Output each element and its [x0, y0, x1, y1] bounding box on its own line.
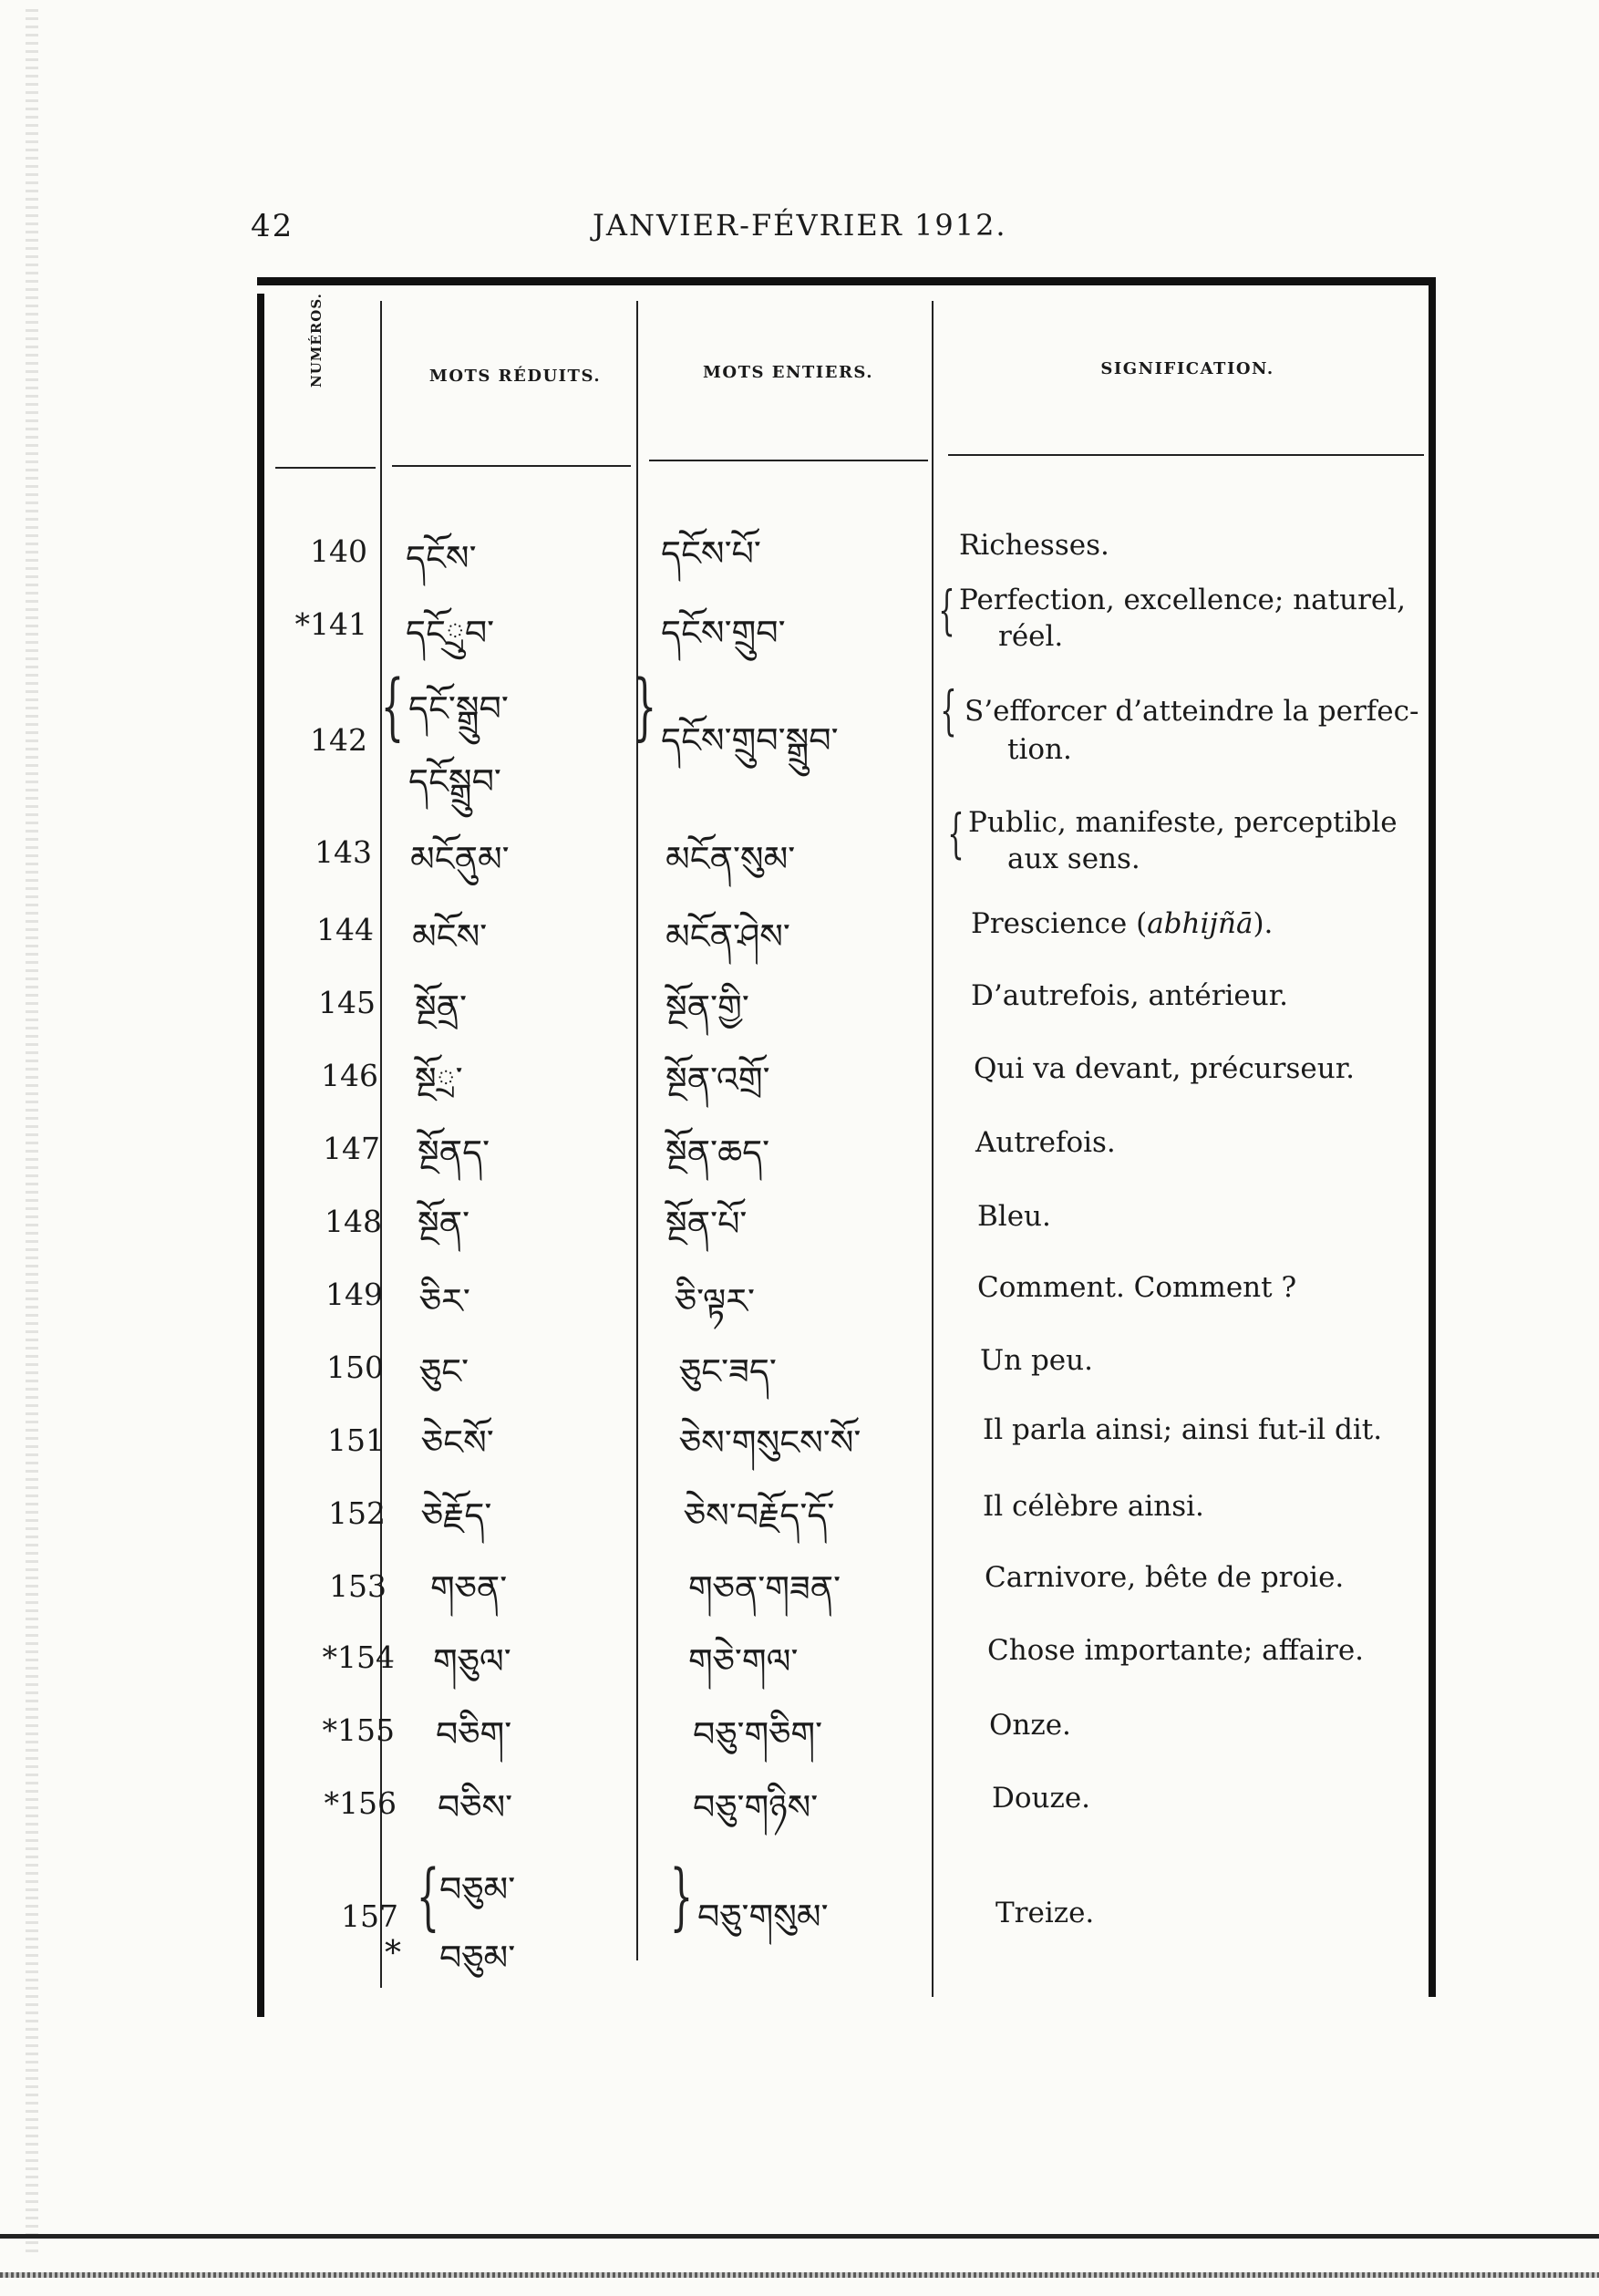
- row-number: 143: [315, 834, 372, 870]
- page-title: JANVIER-FÉVRIER 1912.: [593, 208, 1007, 243]
- row-number: 142: [310, 722, 367, 758]
- mot-entier: སྔོན་འགྲོ་: [665, 1060, 770, 1100]
- mot-entier: བཅུ་གཉིས་: [693, 1787, 819, 1827]
- mot-reduit: བཅིས་: [438, 1787, 513, 1827]
- row-number: 147: [323, 1131, 380, 1166]
- signification: Prescience (abhijñā).: [971, 907, 1274, 940]
- mot-entier: དངོས་གྲུབ་: [661, 613, 786, 653]
- row-number: *154: [322, 1639, 395, 1675]
- row-number: 152: [328, 1495, 386, 1531]
- mot-entier: མངོན་ཤེས་: [665, 916, 790, 957]
- mot-reduit: གཅན་: [430, 1568, 508, 1608]
- signification-line-1: Perfection, excellence; naturel,: [959, 584, 1407, 616]
- mot-entier: གཅེ་གལ་: [688, 1641, 799, 1681]
- page-edge: [26, 9, 38, 2252]
- row-number: 148: [325, 1204, 382, 1239]
- signification: Treize.: [996, 1897, 1095, 1929]
- mot-reduit: གཅུལ་: [433, 1641, 511, 1681]
- row-number: 144: [316, 912, 374, 947]
- mot-reduit: སྔོན་: [418, 1204, 470, 1244]
- mot-reduit-1: དངོ་སྒྲུབ་: [408, 688, 509, 729]
- brace: {: [380, 664, 405, 749]
- signification-line-2: réel.: [998, 620, 1064, 653]
- signification: Richesses.: [959, 529, 1109, 562]
- mot-reduit: མངོས་: [412, 916, 488, 957]
- column-divider-2: [636, 301, 638, 1960]
- header-signification: SIGNIFICATION.: [1100, 359, 1274, 378]
- mot-reduit: སྔོནད་: [418, 1132, 490, 1173]
- mot-reduit-2: བཅུམ་: [439, 1938, 516, 1978]
- mot-entier: ཅི་ལྟར་: [675, 1281, 755, 1321]
- mot-entier: ཅུང་ཟད་: [679, 1351, 777, 1391]
- mot-reduit: སྔོནྲ་: [415, 988, 468, 1028]
- row-number: *156: [324, 1785, 397, 1821]
- mot-entier: སྔོན་པོ་: [665, 1204, 748, 1244]
- mot-reduit: ཅེརྗོད་: [421, 1495, 492, 1536]
- table-top-border: [257, 277, 1436, 285]
- header-underline-4: [948, 454, 1424, 456]
- brace: {: [938, 579, 955, 641]
- mot-entier: སྔོན་ཆད་: [665, 1132, 770, 1173]
- row-number: 153: [329, 1568, 387, 1604]
- mot-entier: སྔོན་གྱི་: [665, 988, 749, 1028]
- mot-entier: དངོས་གྲུབ་སྒྲུབ་: [661, 720, 839, 760]
- mot-reduit: ཅུང་: [419, 1351, 469, 1391]
- table-right-border: [1429, 278, 1436, 1997]
- signification-line-1: Public, manifeste, perceptible: [968, 806, 1398, 839]
- brace: {: [940, 679, 957, 741]
- mot-entier: གཅན་གཟན་: [688, 1568, 841, 1608]
- mot-entier: ཅེས་བརྗོད་དོ་: [684, 1495, 835, 1536]
- row-number: 150: [326, 1350, 384, 1385]
- row-number: *155: [322, 1712, 395, 1748]
- brace: {: [947, 802, 965, 864]
- signification: Qui va devant, précurseur.: [974, 1052, 1355, 1085]
- mot-entier: མངོན་སུམ་: [665, 839, 796, 879]
- bottom-rule: [0, 2234, 1599, 2239]
- signification: Il célèbre ainsi.: [983, 1490, 1204, 1523]
- row-number: 157: [341, 1898, 398, 1934]
- signification: D’autrefois, antérieur.: [971, 979, 1289, 1012]
- row-number: 146: [321, 1058, 378, 1093]
- header-numeros: NUMÉROS.: [308, 293, 325, 388]
- brace: }: [633, 664, 657, 749]
- signification-line-2: tion.: [1007, 733, 1072, 766]
- signification: Onze.: [989, 1709, 1071, 1742]
- signification: Douze.: [992, 1782, 1091, 1815]
- header-mots-reduits: MOTS RÉDUITS.: [428, 367, 602, 386]
- column-divider-3: [932, 301, 934, 1997]
- signification: Comment. Comment ?: [977, 1271, 1297, 1304]
- mot-reduit: མངོནུམ་: [410, 839, 510, 879]
- signification-line-1: S’efforcer d’atteindre la perfec-: [965, 695, 1419, 728]
- signification: Bleu.: [977, 1200, 1051, 1233]
- signification: Un peu.: [980, 1344, 1093, 1377]
- mot-reduit: ཅེངསོ་: [421, 1422, 494, 1463]
- brace: }: [669, 1854, 694, 1939]
- signification: Il parla ainsi; ainsi fut-il dit.: [983, 1413, 1383, 1446]
- row-star: *: [385, 1935, 401, 1972]
- mot-reduit: སྔོྲ་: [415, 1060, 463, 1100]
- mot-entier: ཅེས་གསུངས་སོ་: [679, 1422, 861, 1463]
- row-number: 145: [318, 985, 376, 1020]
- header-underline-1: [275, 467, 376, 469]
- mot-reduit: དངོས་: [406, 538, 477, 578]
- mot-reduit: ཅིར་: [419, 1281, 470, 1321]
- row-number: 149: [325, 1277, 383, 1312]
- header-underline-2: [392, 465, 631, 467]
- signification: Autrefois.: [975, 1126, 1116, 1159]
- mot-reduit-2: དངོསྒྲུབ་: [408, 761, 501, 802]
- mot-reduit-1: བཅུམ་: [439, 1869, 516, 1909]
- mot-entier: བཅུ་གསུམ་: [697, 1897, 829, 1937]
- header-mots-entiers: MOTS ENTIERS.: [702, 363, 874, 382]
- signification: Chose importante; affaire.: [987, 1634, 1365, 1667]
- mot-reduit: བཅིག་: [436, 1714, 512, 1754]
- page-number: 42: [251, 208, 294, 244]
- mot-entier: དངོས་པོ་: [661, 533, 761, 574]
- row-number: *141: [294, 606, 367, 642]
- mot-reduit: དངོྲུབ་: [406, 613, 495, 653]
- brace: {: [416, 1854, 440, 1939]
- header-underline-3: [649, 460, 928, 461]
- signification: Carnivore, bête de proie.: [985, 1561, 1345, 1594]
- row-number: 140: [310, 533, 367, 569]
- row-number: 151: [327, 1422, 385, 1458]
- mot-entier: བཅུ་གཅིག་: [693, 1714, 823, 1754]
- signification-line-2: aux sens.: [1007, 843, 1140, 875]
- bottom-scan-edge: [0, 2272, 1599, 2278]
